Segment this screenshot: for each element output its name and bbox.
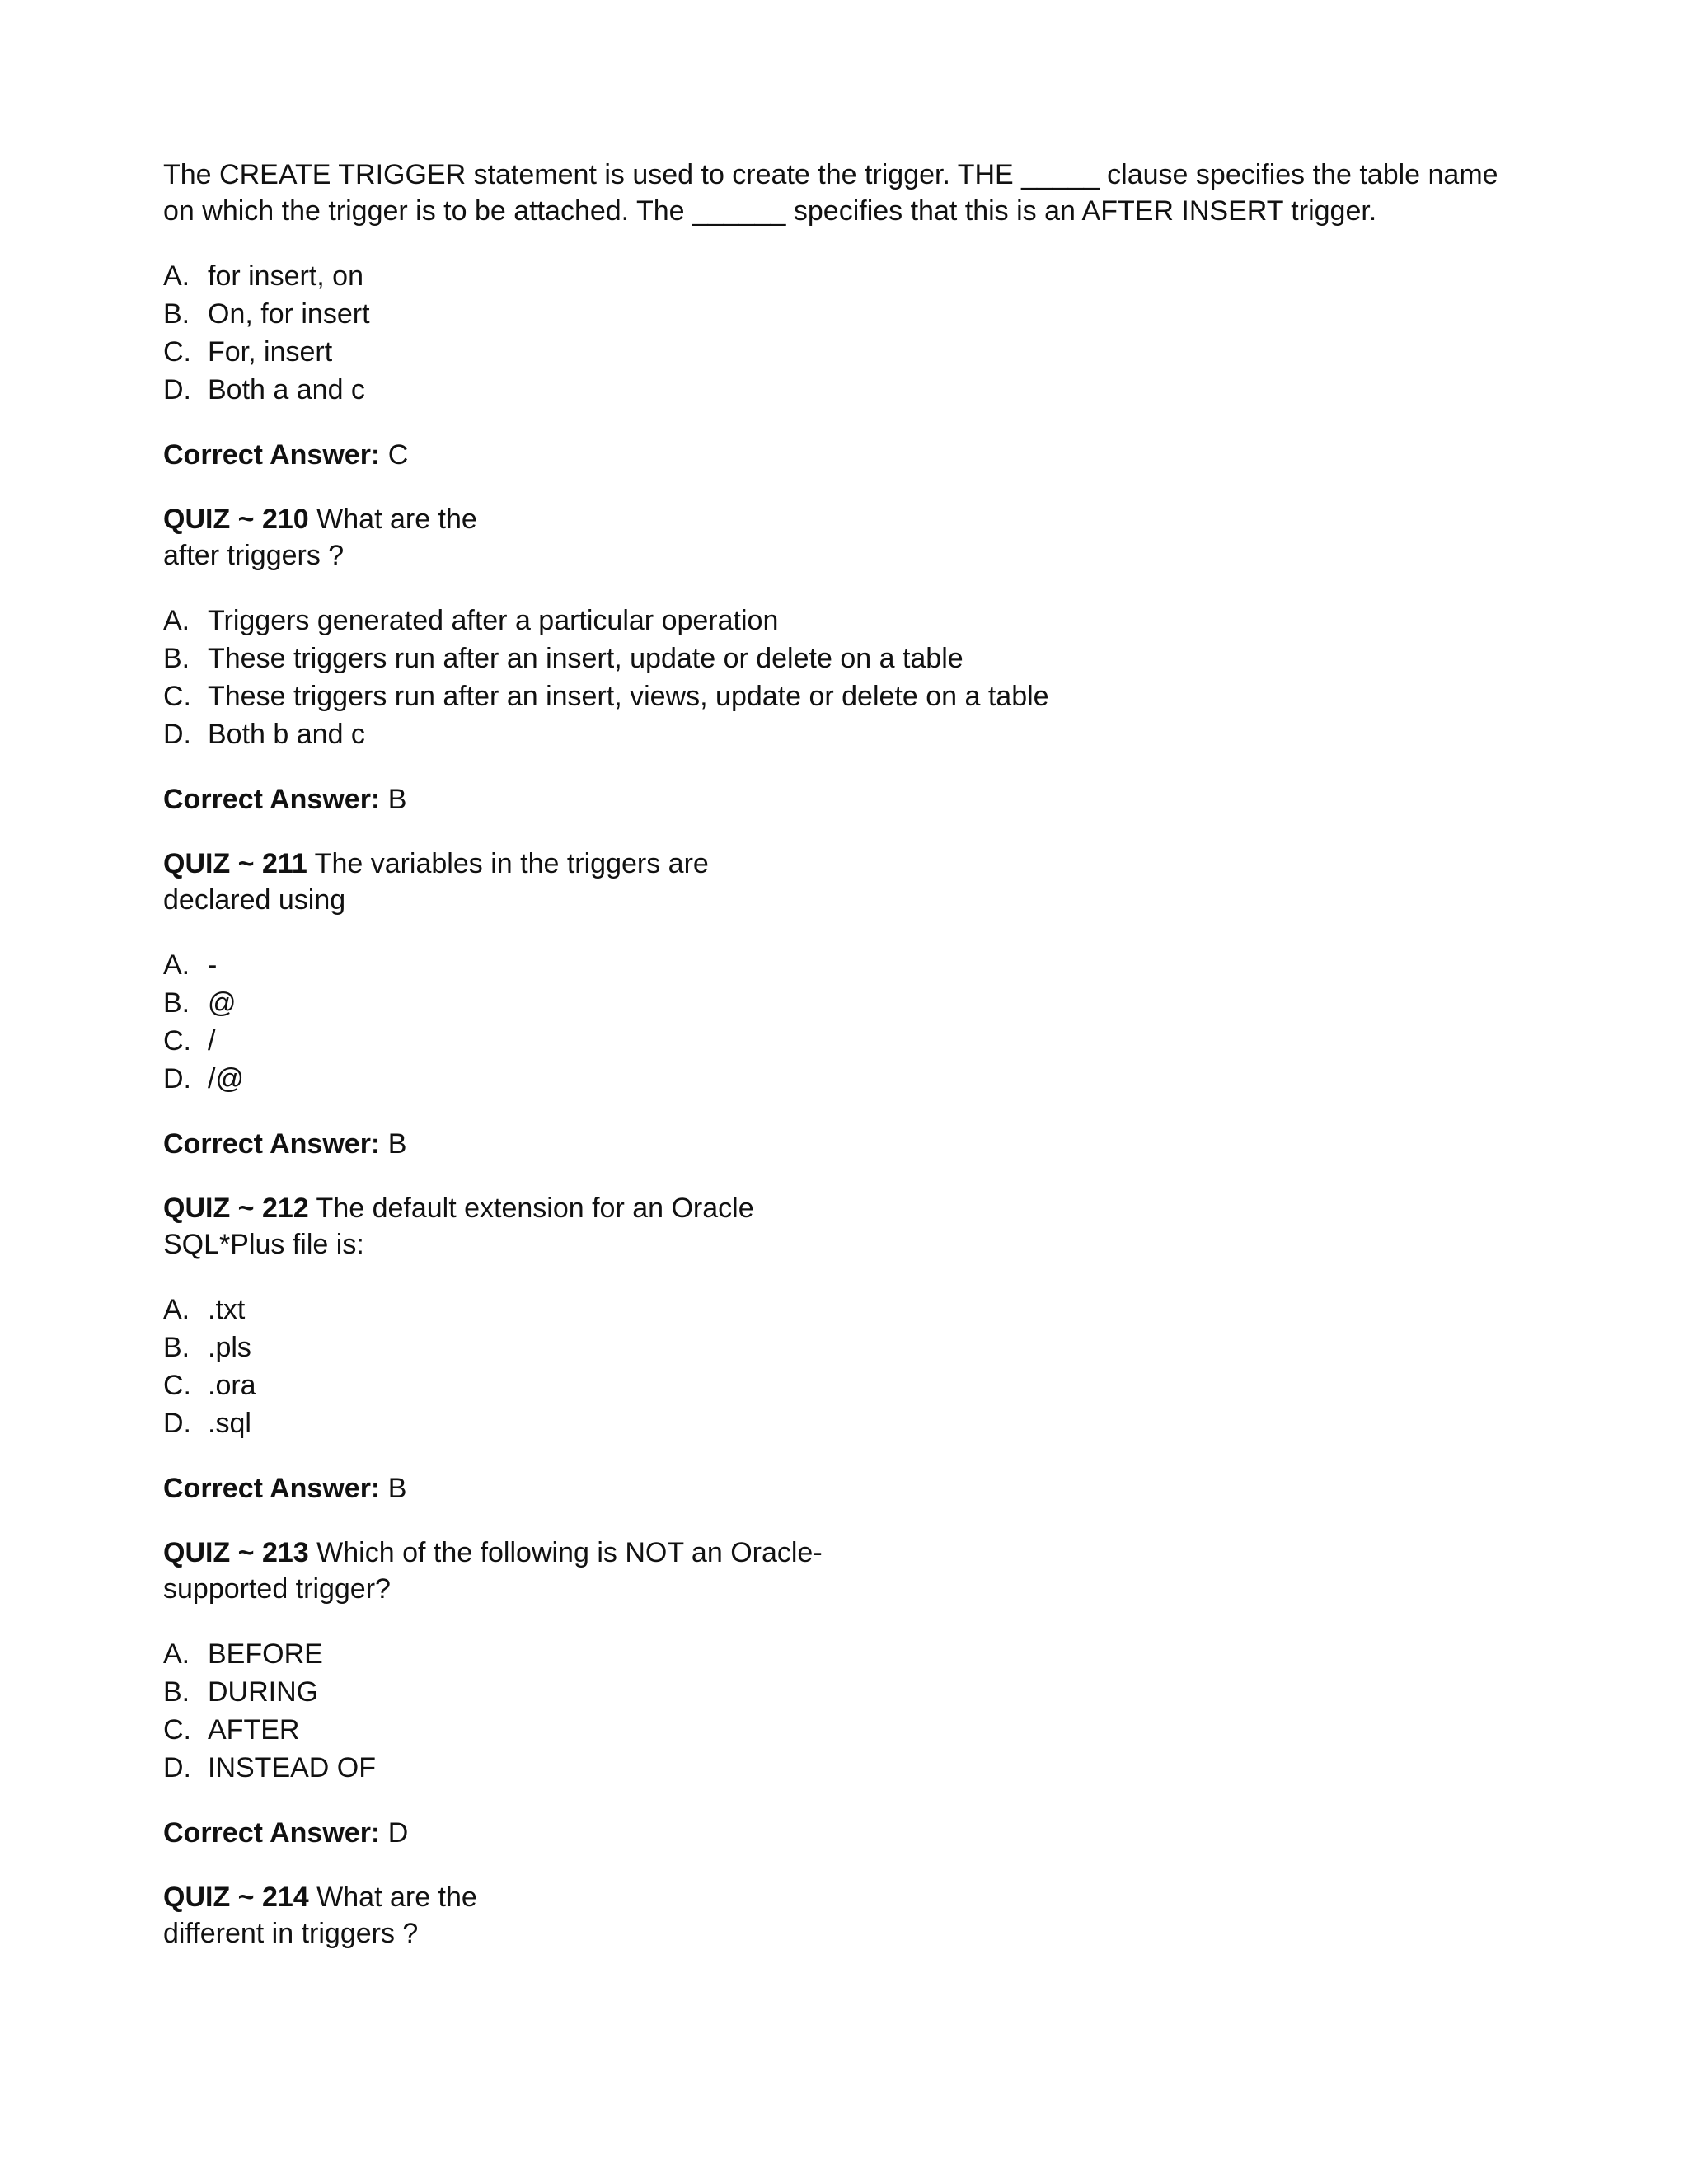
option-letter: C. [163, 336, 191, 368]
option-text: .pls [208, 1332, 251, 1363]
correct-answer [163, 437, 1531, 473]
option-letter: A. [163, 949, 190, 981]
option-text: .txt [208, 1294, 246, 1325]
option-letter: B. [163, 987, 190, 1019]
quiz-question [163, 846, 1531, 918]
option-list [163, 257, 1531, 409]
option-letter: C. [163, 1025, 191, 1057]
option-letter: D. [163, 719, 191, 750]
quiz-number: QUIZ ~ 213 [163, 1537, 309, 1568]
option-letter: A. [163, 260, 190, 292]
question-text-line: on which the trigger is to be attached. The ______ specifies that this is an AFTER INSERT trigger. [163, 195, 1377, 227]
question-text-line: after triggers ? [163, 540, 345, 571]
question-text-line: The variables in the triggers are [314, 848, 709, 879]
question-text-line: The default extension for an Oracle [316, 1193, 754, 1224]
option-list [163, 1291, 1531, 1442]
answer-value: B [387, 1128, 407, 1160]
option-item [163, 1711, 1531, 1749]
option-text: On, for insert [208, 298, 370, 330]
option-letter: B. [163, 298, 190, 330]
option-letter: B. [163, 1676, 190, 1708]
option-text: for insert, on [208, 260, 363, 292]
option-list [163, 1635, 1531, 1787]
option-item [163, 371, 1531, 409]
answer-value: B [387, 1473, 407, 1504]
correct-answer [163, 1470, 1531, 1507]
option-item [163, 257, 1531, 295]
option-item [163, 640, 1531, 677]
option-item [163, 1635, 1531, 1673]
option-letter: D. [163, 1063, 191, 1094]
quiz-question [163, 1879, 1531, 1952]
option-item [163, 1404, 1531, 1442]
option-item [163, 946, 1531, 984]
option-item [163, 1060, 1531, 1098]
option-text: / [208, 1025, 216, 1057]
option-item [163, 295, 1531, 333]
option-letter: D. [163, 1408, 191, 1439]
option-item [163, 984, 1531, 1022]
answer-label: Correct Answer: [163, 1473, 381, 1504]
option-text: BEFORE [208, 1638, 323, 1670]
quiz-question [163, 501, 1531, 574]
option-letter: C. [163, 1370, 191, 1401]
option-text: INSTEAD OF [208, 1752, 377, 1783]
option-text: .ora [208, 1370, 256, 1401]
option-letter: A. [163, 605, 190, 636]
option-text: Triggers generated after a particular operation [208, 605, 779, 636]
option-letter: D. [163, 1752, 191, 1783]
option-letter: A. [163, 1294, 190, 1325]
correct-answer [163, 1815, 1531, 1851]
option-text: Both a and c [208, 374, 365, 405]
option-item [163, 1673, 1531, 1711]
quiz-number: QUIZ ~ 212 [163, 1193, 309, 1224]
option-item [163, 1022, 1531, 1060]
option-list [163, 602, 1531, 753]
option-letter: B. [163, 643, 190, 674]
correct-answer [163, 781, 1531, 818]
answer-value: C [387, 439, 409, 471]
option-text: These triggers run after an insert, update or delete on a table [208, 643, 964, 674]
option-letter: A. [163, 1638, 190, 1670]
answer-value: B [387, 784, 407, 815]
answer-label: Correct Answer: [163, 1128, 381, 1160]
answer-label: Correct Answer: [163, 439, 381, 471]
option-item [163, 715, 1531, 753]
option-letter: C. [163, 1714, 191, 1746]
quiz-question [163, 1190, 1531, 1263]
option-text: @ [208, 987, 237, 1019]
quiz-number: QUIZ ~ 210 [163, 504, 309, 535]
option-text: Both b and c [208, 719, 365, 750]
option-letter: C. [163, 681, 191, 712]
option-letter: B. [163, 1332, 190, 1363]
option-letter: D. [163, 374, 191, 405]
answer-label: Correct Answer: [163, 784, 381, 815]
question-text-line: supported trigger? [163, 1573, 391, 1605]
option-item [163, 333, 1531, 371]
quiz-number: QUIZ ~ 211 [163, 848, 307, 879]
question-text-line: different in triggers ? [163, 1918, 419, 1949]
option-list [163, 946, 1531, 1098]
correct-answer [163, 1126, 1531, 1162]
quiz-number: QUIZ ~ 214 [163, 1882, 309, 1913]
option-text: /@ [208, 1063, 244, 1094]
quiz-question [163, 1535, 1531, 1607]
option-item [163, 1749, 1531, 1787]
option-text: DURING [208, 1676, 319, 1708]
answer-label: Correct Answer: [163, 1817, 381, 1849]
option-item [163, 1366, 1531, 1404]
option-item [163, 1291, 1531, 1329]
option-item [163, 602, 1531, 640]
continued-question [163, 157, 1531, 229]
option-text: These triggers run after an insert, views, update or delete on a table [208, 681, 1049, 712]
option-item [163, 677, 1531, 715]
option-text: For, insert [208, 336, 333, 368]
question-text-line: What are the [316, 504, 477, 535]
question-text-line: Which of the following is NOT an Oracle- [316, 1537, 823, 1568]
document-page [163, 157, 1531, 1980]
question-text-line: What are the [316, 1882, 477, 1913]
question-text-line: The CREATE TRIGGER statement is used to create the trigger. THE _____ clause specifies the table name [163, 159, 1498, 190]
option-item [163, 1329, 1531, 1366]
question-text-line: SQL*Plus file is: [163, 1229, 364, 1260]
answer-value: D [387, 1817, 409, 1849]
option-text: AFTER [208, 1714, 300, 1746]
option-text: - [208, 949, 218, 981]
question-text-line: declared using [163, 884, 346, 916]
option-text: .sql [208, 1408, 251, 1439]
